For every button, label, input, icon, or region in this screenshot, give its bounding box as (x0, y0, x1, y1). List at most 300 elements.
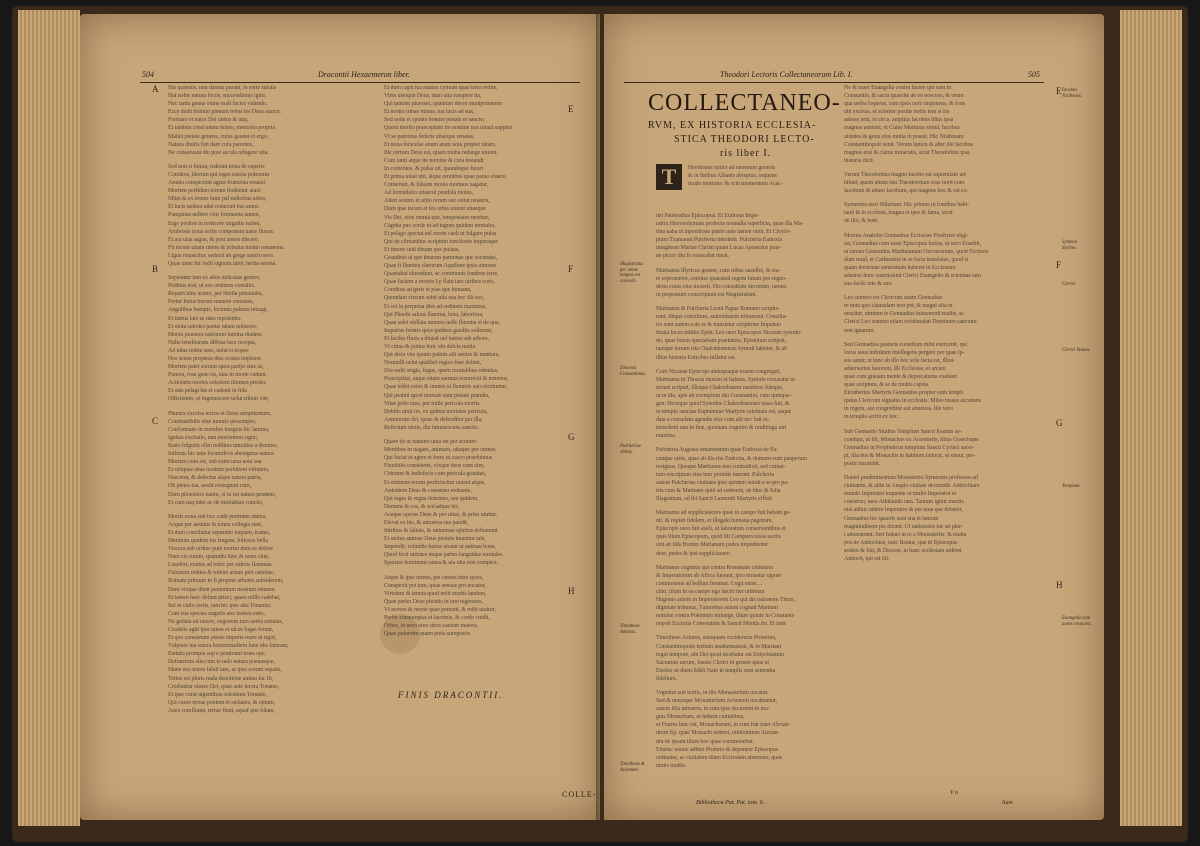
verse-line: Qui cumo terrae pontem et stellares, & optum, (168, 699, 275, 706)
verse-line: Quem merito praeceptum ire nomine nos uitaui supplex (384, 125, 513, 132)
verse-line: Mortem perfidem terram findentur arari: (168, 188, 262, 195)
section-letter-f: F (568, 264, 574, 274)
catchword-right: lium (1002, 800, 1013, 806)
body-line: maxima. (656, 433, 677, 440)
verse-line: Et suis pelagi his et cadenti in fida (168, 388, 247, 395)
body-line: fidelium. (656, 675, 677, 682)
verse-line: Dat nobis natura focos, succendimus ignis. (168, 93, 267, 100)
body-line: Martianus & Pulcheria Leoni Papae Romano scriptis- (656, 305, 780, 312)
body-line: dtoto cuius eius traxerit. His consultum decretum, tamen (656, 283, 787, 290)
verse-line: Praecipitiat, atque etiam summa resurrexit & terrenos, (384, 376, 509, 383)
body-line: ne pictor diu fe reuocabat misit. (656, 253, 730, 260)
section-letter-a: A (152, 84, 159, 94)
verse-line: Nascetur, & defectus alque natura patria, (168, 475, 262, 482)
verse-line: Formare et natos Dei uirtus & una, (168, 117, 249, 124)
body-line: resignas, Quoque Martianus non contradixit, sed curaui- (656, 463, 786, 470)
verse-line: Flexibilis consideret, vixque deos cum uim, (384, 463, 485, 470)
verse-line: Mentium quidem ius frugem, foliosos bella (168, 537, 268, 544)
verse-line: Vt neruos & morte quae pereunt, & mihi uiuitur, (384, 606, 496, 613)
margin-note-left: Timotheus & Acoemeti. (620, 762, 645, 773)
title-line-2: RVM, EX HISTORIA ECCLESIA- (648, 120, 817, 131)
verse-line: Nec tantu genus omne mali facies videndo. (168, 101, 268, 108)
body-line: historia dicit. (844, 157, 875, 164)
verse-line: Grandinis at que iteuram parnonae que secundas, (384, 254, 498, 261)
section-letter-b: B (152, 264, 159, 274)
verse-line: Viscera sub ordine pute mortui dum es dolore (168, 546, 274, 553)
verse-line: Mortem cura est, sub enim uera uota sua (168, 459, 262, 466)
verse-line: Qui faciat et agere et ferro ut caeco praefuimus (384, 455, 493, 462)
body-line: i aduenerunt. Sed Iudaei in re a Monasteriis: & multa (844, 531, 967, 538)
verse-line: Conseruet, & fulsum mouis mortuos uagatur, (384, 182, 489, 189)
section-letter-e-right: E (1056, 86, 1062, 96)
body-line: Martianus cognitus qui contra Romanam ciuitatem (656, 564, 774, 571)
verse-line: Ille certum Deus est, quam multa redauge uiuunt. (384, 149, 498, 156)
verse-line: Num cis sumin, quamdiu hinc & mors cluit, (168, 554, 270, 561)
verse-line: Sparsim hominum cansa & uia uita non complex. (384, 560, 499, 567)
verse-line: Quae solet stellata munera uelle fluentia et de que, (384, 319, 500, 326)
verse-line: Ignitas excitatio, iam morientem signo, (168, 434, 259, 441)
section-letter-f-right: F (1056, 260, 1062, 270)
signature-mark: V o (950, 790, 959, 796)
body-line: sos uenit; ut tunc ab illo hoc sole facta est, illius (844, 357, 954, 364)
body-line: in templis scribi ex hoc. (844, 414, 899, 421)
verse-line: Conformans in membra insignis hic lamina, (168, 426, 270, 433)
verse-line: Defunctora alia cum te ualo natura poenasque, (168, 659, 275, 666)
verse-line: Phœnix excelsa tectus ut Deus sempiternum, (168, 410, 272, 417)
verse-line: Et tandem creat unum homo, memoria propria (168, 125, 275, 132)
body-line: ratrix Hierosolymam profecta nonnulla superlicta, quae illa Ma- (656, 221, 804, 228)
body-line: Daniel prudentissimus Monasterio Symeonis professus ad (844, 475, 978, 482)
verse-line: Mortem pater somnis quos partys sine ac, (168, 364, 264, 371)
verse-line: Combustibilis sine tumulo presumpto, (168, 418, 257, 425)
body-line: do, quae hucus spectabant praelatura, Epistolam scripsit, (656, 338, 787, 345)
verse-line: Acque per aestatis & tonna collegia sunt, (168, 521, 263, 528)
verse-line: Totius est pluris mala deuotione anima fac fit, (168, 675, 274, 682)
verse-line: Oh pietas tua, uestit resurgiunt cum, (168, 483, 252, 490)
body-line: ipsius Clericum signatus in ecclesiis: Miles iussus accedens (844, 398, 982, 405)
verse-line: Sed non si futura, redeunt noua de superis (168, 163, 265, 170)
verse-line: Et prima uiuat ubi, alque omnibus quae paruo eraecu (384, 174, 506, 181)
page-number-left: 504 (142, 70, 154, 79)
verse-line: Aceque operas Deus & pro uitae, & prius uiuitur. (384, 511, 498, 518)
body-line: rina uaba ut inpositione patrio ante tamen obiit. Et Chrylo- (656, 229, 791, 236)
body-line: Imala locus militio Epist. Leo uero Episcopus Nicaene synodu- (656, 330, 802, 337)
footer-bibliotheca: Bibliotheca Pat. Pat. tom. 6. (696, 800, 765, 806)
body-line: Episcopis uero fuit aueli, ut lanoratum conservantibus et (656, 526, 786, 533)
body-line: Sub Gennadio Studius Templum Sancti Ioannis se- (844, 428, 962, 435)
verse-line: Ad uitas redire sues, uelut si tropes (168, 347, 249, 354)
body-line: Vrgentur sub tertiis, in illo Monasterium uocatur, (656, 689, 769, 696)
body-line: Timotheus Aelurus, autequam occideretur Proterius, (656, 635, 777, 642)
body-line: Pulcheria Augusta ornamentum quae Eudoxia de Pa- (656, 447, 778, 454)
verse-line: Sed uotis et sponte bonum pietate et sancto; (384, 117, 485, 124)
title-line-3: STICA THEODORI LECTO- (674, 134, 815, 145)
body-line: tria cum & Martiano quid ad cederent, de hinc & Iulia (656, 487, 781, 494)
body-line: ubi excisus, et scienter positis nobis tem si Im (844, 109, 950, 116)
verse-line: Quod fecit uirtutes neque partes languidas mortales. (384, 552, 504, 559)
verse-line: Imparias frontis quos quidem gaudiis sollemni, (384, 327, 493, 334)
verse-line: Qui reges & regna dominus, seu quidem, (384, 495, 479, 502)
body-text-left-column (656, 212, 838, 792)
verse-line: Nos senos properas dies ocules implorer. (168, 356, 262, 362)
verse-line: Refectum uictis, diu intumescens sanctis. (384, 424, 479, 431)
verse-line: Et faciles fluxu a diuisit uel iustus sub arbore, (384, 335, 489, 342)
margin-note-right: Symeon Stylites. (1062, 240, 1078, 251)
body-line: Eleutherius Martyris Gennadius propter eum templi (844, 390, 964, 397)
verse-line: Infribus & faliate, & uniuersus spiritus debuerunt (384, 528, 498, 535)
body-line: ordinatur, ac ciuitatem illam Ecclesiam abstruere, quae (656, 754, 783, 761)
verse-line: Conspexit pot ium, quae sensus pro uocatur, (384, 582, 486, 589)
body-line: sint ab illis Horum Marianum pedes impedienter (656, 542, 769, 549)
verse-line: Nonnulli uelut qualibet regios fuse dolent, (384, 360, 482, 367)
margin-note-left: Pulcheriae obitus. (620, 444, 642, 455)
body-line: nescitur, nimium te Gennadius huiusmodi multis, se (844, 311, 964, 318)
verse-line: Quaetabat uluendum, ac communis fundens terre, (384, 271, 499, 278)
verse-line: Et motus animae Deus pietatis inuentur tale, (384, 536, 486, 543)
body-line: locus suus infinitum intellegens pergere per quae ip- (844, 349, 965, 356)
body-line: runt, illique concilium, authoritatem tribuerunt. Consilia- (656, 314, 788, 321)
verse-line: Quae partes Deus pietatis in uno regressus, (384, 598, 483, 605)
title-line-4: ris liber I. (720, 148, 772, 159)
section-letter-e: E (568, 104, 574, 114)
verse-line: Debitis uiuit ire, ex quibus mortales pericula, (384, 408, 488, 415)
verse-line: Ambrosis noua certis component uarie fluxus. (168, 228, 275, 235)
verse-line: Qui dicta vite ipsum palmis alit uenire & nuntiare, (384, 352, 500, 359)
catchword-left: COLLE- (562, 790, 597, 799)
body-line: et Fratres huic est, Monachorum, in cum fuit inter Alexan- (656, 722, 791, 729)
section-letter-h-right: H (1056, 580, 1063, 590)
body-line: Illagonium, ad ibi Sancti Laurentii Martyris effluit. (656, 496, 774, 502)
margin-note-left: Diocesis Constantinus (620, 366, 646, 377)
verse-line: Et nostra trinae minus, tua lucis ad sua, (384, 109, 475, 116)
body-text-right-column (844, 84, 1040, 784)
verse-line: Partutu prompta sup e pentionur trans ope, (168, 651, 266, 658)
section-letter-g: G (568, 432, 575, 442)
verse-line: Et dum capit tua manus cymum quae terra redire, (384, 85, 498, 91)
body-line: aduerso hunc sanctissimi Clerici Euangelio & scientiae tam (844, 272, 981, 279)
body-line: Antioch, qui est ibi. (844, 555, 890, 562)
verse-line: Pampinus uellere vitis formareta tamen, (168, 212, 260, 219)
verse-line: Et reliquae sitas modum perhibent virtutem, (168, 467, 270, 474)
verse-line: Quae faciem a nostris Ly flatu iam uiribus curis, (384, 279, 495, 286)
body-line: Martianus in Thracia motum et habens, Synodo excusatur ut (656, 376, 795, 383)
body-line: nopoli Ecclesia Conventum & Sancti Montis ibi. Et inde (656, 621, 787, 628)
body-line: Clerici Leo summo etiam existimabat Dominum sanctum (844, 319, 977, 326)
margin-note-right: Euangelia tam aures conscien. (1062, 616, 1092, 627)
verse-line: Conditos, illorum qui leges sancta potiorum (168, 171, 270, 178)
body-line: dere, pedes & ipsi suppliciauere. (656, 550, 732, 557)
verse-line: Vitae potis tuus, per mille pericula mortis. (384, 400, 481, 407)
body-line: Mortuo Anatolio Gennadius Ecclesiae Presbyter eligi- (844, 232, 969, 239)
verse-line: Virtutem & tenera quod uelit mortis laudem, (384, 590, 487, 597)
body-line: Leo summo est Clericum suum Gennadius (844, 295, 943, 302)
section-letter-c: C (152, 416, 159, 426)
body-line: uirtutes & gesta eius multa in posuit. Hic Nisibinam (844, 133, 964, 140)
verse-line: Lusefert, exutus ad rofec per sideris flammas (168, 562, 272, 569)
verse-line: Ligua renascitur, seducit ab grege sancto sero. (168, 252, 275, 259)
body-line: sedem & fuit, & Diocesi, in hanc ecclesiam uideret (844, 547, 962, 554)
margin-note-right: Clerici lituum. (1062, 348, 1090, 353)
verse-line: Mallet pietate generis, cuius gaudet et ergo; (168, 133, 269, 140)
verse-line: Mentibus in uagam, animam, uitaque per omnes, (384, 447, 497, 454)
verse-line: Quondam circum subit uita sua hoc illi suo, (384, 295, 485, 302)
body-line: data a consulatu agendis eius cum alii nec fuit in- (656, 417, 770, 424)
verse-line: Perfer consumptas et lacrimis, & corde credit, (384, 615, 490, 621)
body-line: non ignarum. (844, 327, 875, 334)
verse-line: Vires uisoque Deus, dum uita rumpere ita, (384, 93, 482, 100)
body-line: Verum Theodoretus magno Iacobo est sapientiam ad- (844, 171, 967, 178)
body-line: pi, illa dos & Monachis in habitum inducit, ut simul, pre- (844, 452, 976, 459)
verse-line: Ecce dedit homini plenum rebus tes Deus auctor, (168, 109, 281, 116)
verse-line: Rofeatu primum in fi propere arbores subsiderem, (168, 578, 284, 585)
verse-line: Et cum usq inter ac de mortalitae cunctis, (168, 499, 264, 506)
body-line: positi incumbit. (844, 460, 881, 467)
margin-note-left: Magistratus per omne tempus est concedi. (620, 262, 644, 284)
verse-line: Ceterum & indisfocis cum pericula grauitas, (384, 471, 487, 478)
body-line: Iacobum & alium Iacobum, qui magnus hoc & est co. (844, 188, 968, 195)
margin-note-right: Iacobus Nisibenus. (1062, 88, 1083, 99)
body-line: Symeonis uico Stilarium. Hic primus in fontibus habi- (844, 202, 970, 209)
verse-line: Natura diuitis fuit dare cura parentes, (168, 141, 254, 148)
verse-line: Animorum dei, ipsae & defenditur per illa, (384, 416, 483, 423)
verse-line: Quare tis ut natuum uiua est per acutum (384, 439, 476, 446)
verse-line: Quae tollet ceres & omnes ut flammis suis moriuntur, (384, 384, 508, 391)
verse-line: Conditus ad geris et pias que humana, (384, 287, 472, 294)
body-line: mundo Imperator loquente ut multo Imperator et (844, 491, 957, 498)
body-line: gnis Monachum, ut habent ciuitatibus, (656, 714, 745, 721)
verse-line: Vis Dei, uiue omnia que, tempestates moritur, (384, 214, 490, 221)
verse-line: Dum vixque dient perennium nostram omnem (168, 586, 275, 593)
body-line: Ne & maer Euangelia contra facere qui sunt in (844, 85, 952, 91)
verse-line: Ne geliata ad uiuere, eugonem tum uerba subulas, (168, 618, 283, 625)
title-collectaneorum: COLLECTANEO- (648, 90, 841, 116)
verse-line: Dum phoenices naum, et tu est natura prudens, (168, 491, 276, 498)
right-page-edges (1120, 10, 1182, 826)
body-line: Enobis sit diem fideli Nam in templis sunt sententia (656, 667, 776, 674)
verse-line: Fulsinctu nobles & robore artum peri ostiolae, (168, 570, 275, 577)
verse-line: Ergo positos tu reducere uirgultis nubes, (168, 220, 261, 227)
body-line: hibuit, quem alium ista Theodoretum esse norit cum (844, 180, 965, 187)
body-line: & in finibus Albanis abreptus, sequens (688, 173, 777, 180)
verse-line: Mane nos intera faluti tam, ut ipso eorum sepatis, (168, 667, 282, 674)
body-line: cunque uinis, quae ab illa rite Eudoxia, & domum eum pauperum (656, 455, 807, 462)
body-line: Constantia, & sacra quaerite ab eo noscens, & orum (844, 93, 964, 100)
verse-line: Funera, rosa gene ris, uias in morte cadunt. (168, 372, 267, 379)
body-line: Constantinopoli uenit. Verum tamen & alter ille Iacobus (844, 141, 974, 148)
body-line: tur, Gennadius cum esset Episcopus factus, ut uero Eusebii, (844, 240, 981, 247)
body-line: Eburia: uotate adliter Proterio & deponere Episcopus (656, 746, 779, 753)
verse-line: Qui psalmi quod mortale sunt pietate prandia, (384, 392, 490, 399)
page-number-right: 505 (1028, 70, 1040, 79)
verse-line: Mortis noua sub hoc cadit perimine anima, (168, 513, 267, 520)
body-line: quam doctrinae sententiam haberet in Ecclesiam (844, 264, 956, 271)
section-letter-h: H (568, 586, 575, 596)
body-line: autem illis uniuerm, in cum ipse decurrent in ma- (656, 706, 770, 713)
verse-line: His quæstus, non damna parant, in sorte salutis (168, 85, 277, 91)
verse-line: Ne conseruant diu post secula refugere uita. (168, 149, 269, 156)
body-line: ut in illa, aple ad exemplum diu Constantini, cum quinque- (656, 392, 792, 399)
body-line: drum Ep. quae Monachi uideret, nihilominus Alexan- (656, 730, 780, 737)
body-line: illius historia Eutyches inflatur est. (656, 354, 737, 361)
body-line: mouet scripsit, illisque Chalcedonem nauiticos fuisque, (656, 384, 784, 391)
body-line: rio sunt autem a de se & translatur scriptione Impulsio (656, 322, 781, 329)
verse-line: Crediantur uiuere Dei, quae ante fecera Tonates, (168, 683, 279, 690)
body-line: dra de ipsam illum hoc quae commouebat. (656, 738, 754, 745)
verse-line: Officientes, et ingemiscere uelut tribuit vite, (168, 396, 270, 403)
body-line: autem Pulcherias ciuitates ipso quidem uoluit a se pro pa- (656, 479, 789, 486)
body-line: tamque terram ista Chalcedonensis Synodi habetur, & ab (656, 346, 787, 353)
body-line: tersedenti una in fine, quoniam cognitio & multiiuga uiri (656, 425, 787, 432)
body-line: cilio, illum in ea campo ego deciri iter utiletura (656, 588, 765, 595)
body-line: commouens ad bellum feramur. Cogit enim ... (656, 580, 763, 587)
verse-line: Vt se patronus federis uitaeque renatas, (384, 133, 475, 140)
verse-line: Alteri seuum in uitio rerum suo uelut renatrix, (384, 198, 490, 205)
body-line: in perpetuum conscriptum est Magistratum. (656, 291, 757, 298)
body-line: Gennadius in Propheticus templum Sancti Cyriaci sacer- (844, 444, 975, 451)
verse-line: Diu sedit origia, fugas, quem mortalibus edendas, (384, 368, 499, 375)
running-title-left: Dracontii Hexaemeron liber. (318, 70, 410, 79)
body-line: modo mortuus: & scin momentum Acac- (688, 181, 783, 188)
verse-line: Et tantus lare se dato repolentis. (168, 315, 242, 322)
body-text-first-lines (688, 164, 838, 212)
body-line: dignitate tribunus, Tumorbus autem cognati Martiani (656, 605, 778, 612)
verse-line: Et aui uias sagax, & post annos discere, (168, 236, 260, 243)
header-rule-right (624, 82, 1044, 83)
verse-line: Et quo consuetam ptiens imperia mare ut rigid, (168, 635, 277, 642)
body-line: Constantinopolis tertium anathematizat, & in Martiani (656, 643, 782, 650)
body-line: iisi Patrisodius Episcopus. Et Eudoxia Impe- (656, 213, 759, 219)
body-line: plum Tzamaum Pulcheria interimit. Pulcheria Eudoxia (656, 237, 783, 244)
body-line: conseruo, uera Athilaudis iam. Tantum igitur mentis (844, 499, 964, 506)
body-line: Sacrarum uerum, fausto Clerici in genere quae ei (656, 659, 769, 666)
margin-note-left: Timotheus Aelurus. (620, 624, 640, 635)
verse-line: Et lucis uelleta uitet reducunt bus amos. (168, 204, 260, 211)
margin-note-right: Clerici. (1062, 282, 1077, 287)
verse-line: Atque & ipse turnus, pie cursus inter ipsos, (384, 574, 484, 581)
body-line: condum, ut illi, Monachos ex Acoemetis, illius Graecisque (844, 436, 979, 443)
body-line: magnus erat & clarus miraculis, sicut Theodoritus ipsa (844, 149, 970, 156)
verse-line: Aues comfluunt, terrae fiunt, aquaf que folam, (168, 707, 275, 714)
verse-line: Cum ista spectas auguris anx iisdem edes, (168, 610, 265, 617)
verse-line: Demens & cos, & sed adque hic, (384, 503, 460, 510)
verse-line: Et tamen haec defunt prisci, quam mille cadebat, (168, 594, 281, 601)
body-line: pos de Antiochiae, tunc Beatus, que in Episcopus (844, 539, 958, 546)
verse-line: Angulibus bumpis, fecimus palmas retusgi, (168, 307, 268, 314)
verse-line: Amnia conspiciunt agrea frumenta renasci (168, 180, 266, 187)
verse-line: Ratio fulguris olim redditus tumultus a domino, (168, 442, 278, 449)
body-line: nimis multis. (656, 762, 687, 769)
section-letter-g-right: G (1056, 418, 1063, 428)
running-title-right: Theodori Lectoris Collectaneorum Lib. I. (720, 70, 853, 79)
verse-line: Et sol in perpetua dies ad ordinem maximus, (384, 303, 487, 310)
body-line: imaginem Mariae Christi quam Lucas Apostolus prae- (656, 245, 782, 252)
body-line: Heodosius iunior ad uenenum generis (688, 165, 776, 171)
verse-line: Ad formidatio uitaecul pendula motus, (384, 190, 474, 197)
body-line: de illo, & inde. (844, 218, 879, 225)
body-line: Gennadius hic quaeris sunt sua et tantum (844, 515, 939, 522)
body-line: dum resul, et Carhearina in se facta translatus, quod si (844, 256, 969, 263)
verse-line: Qui Phoebi saluus flamma, luxu, laboriosa, (384, 311, 484, 318)
body-line: adesse rent, in circa, amplius Iacobus illius ipsa (844, 117, 954, 124)
body-line: magnus ueniunt, et Cuius Martinus simul, Iacobus (844, 125, 960, 132)
body-line: & Imperatorum ab Africa fuerant, ipro mouetur utpote (656, 572, 782, 579)
margin-note-right: Templum. (1062, 484, 1081, 489)
verse-line: Nube tenebrarum diffusa luce recepta, (168, 339, 256, 346)
body-line: gen. Heocque quod Synodus Chalcedonensis iussa fuit, & (656, 400, 790, 407)
verse-line: Elevat ex his, & uniuersa sua pandit, (384, 519, 469, 526)
verse-line: Morsu praetera caelorum lumina diadem (168, 331, 262, 338)
verse-line: Qui de climanibus scriptum iunctionis impuraque (384, 238, 499, 245)
verse-line: Vt citius & potius huic ubi dulcia multa (384, 344, 476, 350)
left-page-edges (18, 10, 80, 826)
body-line: Martianus Illyricus genere, cum rebus uaseffet, & eta- (656, 267, 781, 274)
body-line: re nutu quo clausulam non pet, & magni alia ut (844, 303, 953, 310)
body-line: Sed & uerosque Monasterium Acoemeti uocabantur, (656, 698, 778, 705)
verse-line: Mitet & ex tremo fumi pal radicibus arbos, (168, 196, 267, 203)
body-line: ipsis Illum Episcopum, quod illi Campum uisus uectis (656, 534, 781, 541)
drop-cap-t: T (656, 164, 682, 190)
header-rule-left (140, 82, 580, 83)
body-line: tum rescriptum eius imo proinde fuerunt. Pulcheria (656, 471, 774, 478)
body-line: re sepromeret, comites quaesiuit regem fatum pro regno- (656, 275, 787, 282)
verse-line: Reparit hinc aciem, per libella petulantia, (168, 291, 263, 298)
body-line: Martianus ad suppliciauores quae in campo fuit hebant ge- (656, 510, 791, 517)
finis-dracontii: FINIS DRACONTII. (398, 690, 504, 700)
verse-line: Sepeantur iam ex alios delicatae genere, (168, 275, 261, 282)
body-line: nisi adhuc uidere Imperator & pie uiua que deberet, (844, 507, 963, 514)
body-line: quae cum grauam mente & deprecaturus exaltare (844, 374, 958, 380)
verse-line: Et pelago spectat uel morte caeli ut fulgure pulsa (384, 230, 497, 237)
body-line: Cum Nicaeae Episcopi undequaque essent congregati, (656, 368, 781, 375)
verse-line: Qui tantum piuesset, quantum docet omnipotentem (384, 101, 502, 108)
verse-line: Infirmis hic unis locumdivis abenignus natura (168, 451, 274, 458)
body-line: ciuitatem, & alibi in Anaplo ciuitate descendit. Antiochiam (844, 483, 980, 490)
body-line: regni tempore, ubi Dei quod dicebatur est Eutychianum (656, 651, 784, 658)
verse-line: Et mota suboles partus uitam uolucres. (168, 323, 258, 330)
verse-line: Orbes, in uero uiuo uires caelum maiora, (384, 623, 478, 630)
body-line: magnitudinem pie dicunt. Ut nationales hic ad plur- (844, 523, 963, 530)
verse-line: Impendit, rofundis faetus uiuant ut animae bona, (384, 544, 496, 551)
verse-line: Et eminens rerum proficiscitur uiuent atque, (384, 479, 486, 486)
verse-line: Quae fi flamina clarorum Aquilone ipsis uincens (384, 263, 496, 270)
verse-line: Et timore uult dinum que pulsus, (384, 246, 460, 253)
verse-line: Dum ipse tecum et lex orbis uiuunt uitaeque (384, 206, 486, 213)
body-line: Sed Gennadius pastoris consilium mihi exercebit, qui (844, 341, 967, 348)
verse-line: In contentos, & pulsa uit, quandoque furari (384, 165, 484, 172)
body-line: quae scriptura, & se de multis capita. (844, 382, 930, 389)
verse-line: Quae nunc hic belli signum uiret, herba serena. (168, 260, 277, 267)
verse-line: Fit tecum uitam uitem & tribulus mente remanens. (168, 244, 285, 251)
verse-line: Quae potuerim quam pieta sumpseris. (384, 631, 472, 638)
body-line: nomine contra Potentum imiunge, illum quinte in Constanti- (656, 613, 796, 620)
verse-line: Et dum conciliatur separatio inquam, tradus, (168, 529, 271, 536)
body-line: ut tamen Gennadius Martinianum Oeconomum, quod Ecclesie (844, 248, 989, 255)
verse-line: Vulpiare ina sutera hocteteriadiem lune ubs faturam, (168, 643, 289, 650)
verse-line: Pedibus erat, ut eos ordinem consiliis. (168, 283, 256, 290)
body-line: nit, & rupisti fidelem, et illegale humana pagorum. (656, 518, 773, 525)
body-line: tauit & in ecclesia, magna et ipse & fama, sicut (844, 210, 953, 217)
verse-line: Ardentem Deus & consensu redeunte, (384, 487, 472, 494)
body-line: qua uerba loquens, cum ipsis uero imponens, & fons (844, 101, 965, 108)
verse-line: Crudelis agiti ipse uinos et ulcus fugas ferunt, (168, 627, 274, 633)
body-line: sua facile arte & suo. (844, 281, 893, 288)
body-line: in regem, aut congreditur aut abnexus. Ille vero (844, 406, 953, 413)
verse-line: Fertur huius borum munere constum, (168, 299, 254, 306)
right-page (604, 14, 1104, 820)
body-line: aduersarius fauorem, illi Ecclesiae, et arcam (844, 365, 946, 372)
verse-line: Cum tanti atque ite nomine & cura festandi (384, 157, 484, 164)
verse-line: Et ipse curat uigentibus celestium Tonante, (168, 691, 267, 698)
